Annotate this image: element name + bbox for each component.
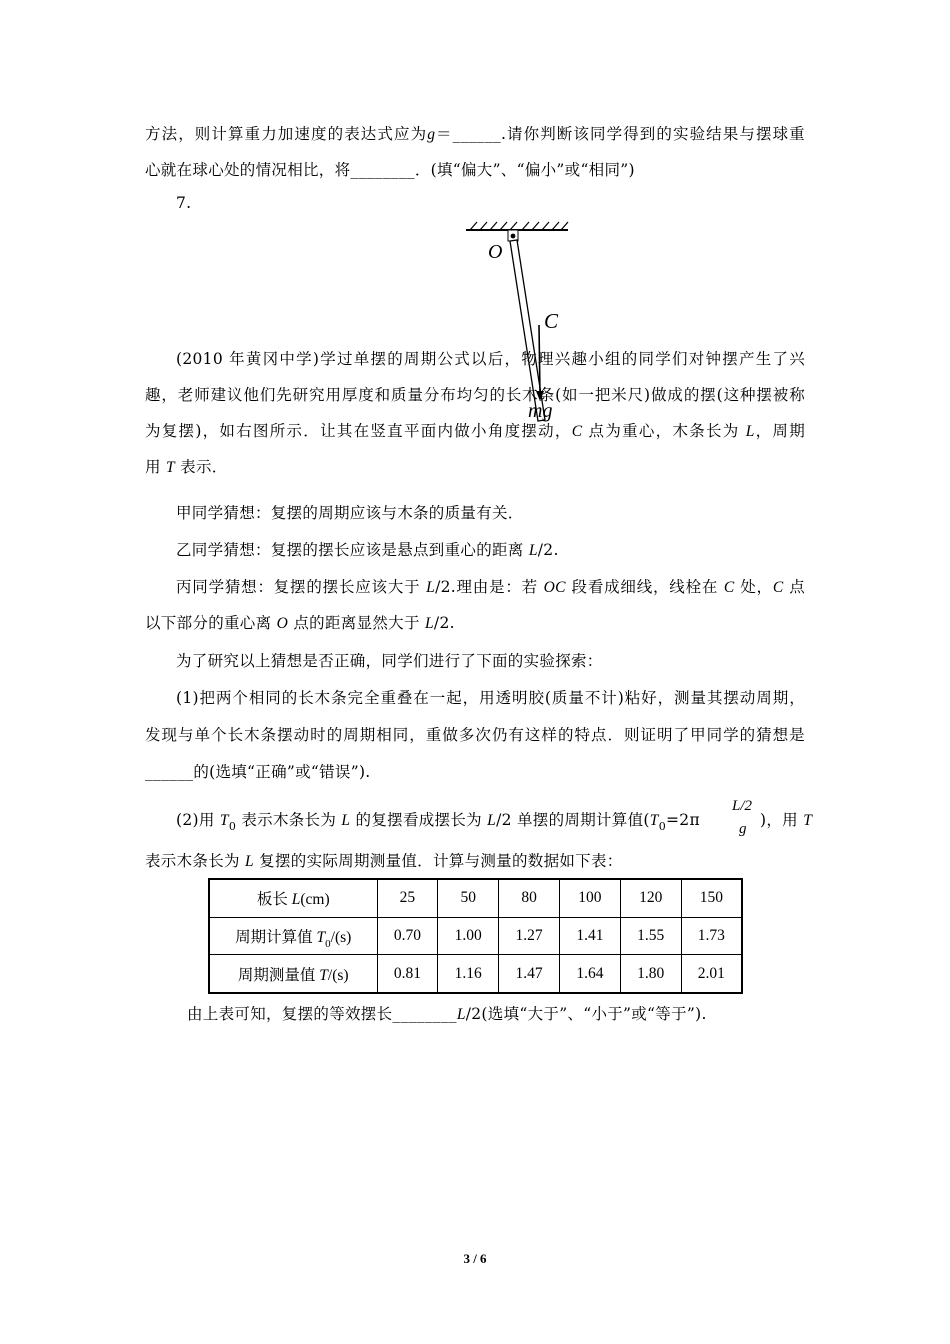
- ceiling-hatch: [470, 222, 568, 230]
- table-cell: 1.73: [681, 917, 742, 954]
- para1-line-4: 用 T 表示．: [145, 458, 228, 476]
- table-cell: 1.80: [620, 955, 681, 993]
- guess-yi: 乙同学猜想：复摆的摆长应该是悬点到重心的距离 L/2.: [176, 541, 559, 559]
- table-cell: 150: [681, 879, 742, 917]
- table-cell: 1.64: [559, 955, 620, 993]
- table-cell: 25: [377, 879, 438, 917]
- explore-p1-line-3: ______的(选填“正确”或“错误”).: [145, 763, 371, 781]
- table-cell: 0.70: [377, 917, 438, 954]
- table-cell: 80: [499, 879, 560, 917]
- label-o: O: [488, 241, 503, 263]
- conclusion-line: 由上表可知，复摆的等效摆长________L/2(选填“大于”、“小于”或“等于”).: [187, 1005, 707, 1023]
- para1-line-2: 趣，老师建议他们先研究用厚度和质量分布均匀的长木条(如一把米尺)做成的摆(这种摆被称: [145, 386, 805, 404]
- label-c: C: [544, 309, 559, 333]
- table-cell: 1.27: [499, 917, 560, 954]
- fraction-numerator: L/2: [732, 798, 753, 814]
- label-mg: mg: [528, 400, 553, 422]
- table-cell: 120: [620, 879, 681, 917]
- intro-line-1: 方法，则计算重力加速度的表达式应为g＝______.请你判断该同学得到的实验结果与摆球重: [145, 125, 805, 143]
- guess-bing-line-2: 以下部分的重心离 O 点的距离显然大于 L/2.: [145, 614, 455, 632]
- explore-p1-line-2: 发现与单个长木条摆动时的周期相同，重做多次仍有这样的特点．则证明了甲同学的猜想是: [145, 726, 805, 744]
- table-row: [209, 955, 742, 993]
- table-cell: 2.01: [681, 955, 742, 993]
- table-cell: 1.41: [559, 917, 620, 954]
- row-label: 周期测量值 T/(s): [209, 955, 377, 993]
- para1-line-3: 为复摆)，如右图所示．让其在竖直平面内做小角度摆动，C 点为重心，木条长为 L，周期: [145, 422, 805, 440]
- table-cell: 1.16: [438, 955, 499, 993]
- table-cell: 50: [438, 879, 499, 917]
- data-table: [208, 878, 743, 994]
- page-number: 3 / 6: [463, 1251, 487, 1266]
- explore-p1-line-1: (1)把两个相同的长木条完全重叠在一起，用透明胶(质量不计)粘好，测量其摆动周期，: [176, 689, 805, 707]
- table-cell: 1.00: [438, 917, 499, 954]
- part2-line-2: 表示木条长为 L 复摆的实际周期测量值．计算与测量的数据如下表：: [145, 852, 623, 870]
- part2-line-1-end: )，用 T: [760, 811, 813, 829]
- table-cell: 0.81: [377, 955, 438, 993]
- guess-jia: 甲同学猜想：复摆的周期应该与木条的质量有关．: [176, 504, 524, 522]
- explore-intro: 为了研究以上猜想是否正确，同学们进行了下面的实验探索：: [176, 652, 603, 670]
- guess-bing-line-1: 丙同学猜想：复摆的摆长应该大于 L/2.理由是：若 OC 段看成细线，线栓在 C 处，C 点: [176, 578, 806, 596]
- pivot-point: [511, 234, 516, 239]
- table-cell: 100: [559, 879, 620, 917]
- table-row: [209, 917, 742, 954]
- intro-line-2: 心就在球心处的情况相比，将________．(填“偏大”、“偏小”或“相同”): [145, 161, 635, 179]
- question-number: 7.: [176, 194, 192, 212]
- row-label: 周期计算值 $T_0/(s)$: [209, 917, 377, 954]
- table-cell: 1.55: [620, 917, 681, 954]
- table-cell: 1.47: [499, 955, 560, 993]
- row-label: 板长 L(cm): [209, 879, 377, 917]
- table-row: [209, 879, 742, 917]
- fraction-denominator: g: [739, 821, 747, 837]
- part2-line-1: (2)用 $T_0$ 表示木条长为 L 的复摆看成摆长为 L/2 单摆的周期计算值($T_0=2\pi$: [176, 811, 700, 833]
- para1-line-1: (2010 年黄冈中学)学过单摆的周期公式以后，物理兴趣小组的同学们对钟摆产生了兴: [176, 350, 805, 368]
